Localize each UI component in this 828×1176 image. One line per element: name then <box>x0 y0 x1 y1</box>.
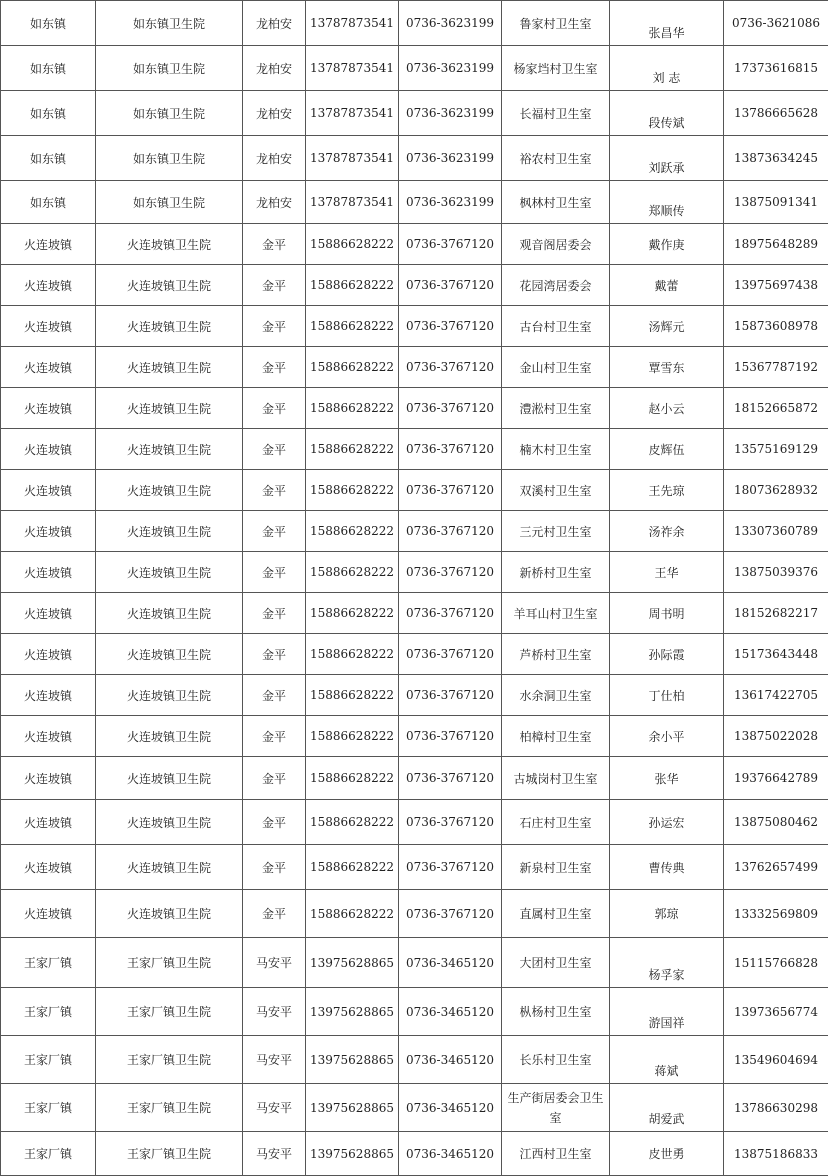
contact-mobile-cell: 13787873541 <box>306 136 399 181</box>
contact-name-cell: 马安平 <box>243 938 306 988</box>
town-cell: 王家厂镇 <box>1 1084 96 1132</box>
contact-name-cell: 金平 <box>243 347 306 388</box>
town-cell: 如东镇 <box>1 91 96 136</box>
town-cell: 王家厂镇 <box>1 938 96 988</box>
town-cell: 王家厂镇 <box>1 1036 96 1084</box>
hospital-cell: 火连坡镇卫生院 <box>96 224 243 265</box>
hospital-cell: 火连坡镇卫生院 <box>96 470 243 511</box>
contact-mobile-cell: 15886628222 <box>306 552 399 593</box>
doctor-name-cell: 张昌华 <box>610 1 724 46</box>
doctor-name-cell: 孙际霞 <box>610 634 724 675</box>
table-row <box>1 675 828 716</box>
doctor-name-cell: 覃雪东 <box>610 347 724 388</box>
contact-name-cell: 金平 <box>243 224 306 265</box>
contact-name-cell: 金平 <box>243 388 306 429</box>
contact-mobile-cell: 15886628222 <box>306 845 399 890</box>
clinic-cell: 新桥村卫生室 <box>502 552 610 593</box>
hospital-phone-cell: 0736-3767120 <box>399 552 502 593</box>
hospital-cell: 火连坡镇卫生院 <box>96 675 243 716</box>
hospital-cell: 火连坡镇卫生院 <box>96 388 243 429</box>
doctor-phone-cell: 13875080462 <box>724 800 828 845</box>
town-cell: 火连坡镇 <box>1 429 96 470</box>
table-row <box>1 470 828 511</box>
clinic-cell: 石庄村卫生室 <box>502 800 610 845</box>
hospital-cell: 王家厂镇卫生院 <box>96 1036 243 1084</box>
table-row <box>1 938 828 988</box>
hospital-phone-cell: 0736-3767120 <box>399 845 502 890</box>
doctor-name-cell: 戴蕾 <box>610 265 724 306</box>
hospital-phone-cell: 0736-3767120 <box>399 757 502 800</box>
doctor-name-cell: 游国祥 <box>610 988 724 1036</box>
hospital-cell: 火连坡镇卫生院 <box>96 716 243 757</box>
clinic-cell: 水余洞卫生室 <box>502 675 610 716</box>
doctor-phone-cell: 15115766828 <box>724 938 828 988</box>
doctor-phone-cell: 18975648289 <box>724 224 828 265</box>
hospital-cell: 如东镇卫生院 <box>96 136 243 181</box>
doctor-name-cell: 汤祚余 <box>610 511 724 552</box>
doctor-phone-cell: 17373616815 <box>724 46 828 91</box>
clinic-cell: 枫林村卫生室 <box>502 181 610 224</box>
town-cell: 如东镇 <box>1 181 96 224</box>
doctor-phone-cell: 13332569809 <box>724 890 828 938</box>
table-row <box>1 429 828 470</box>
doctor-phone-cell: 13307360789 <box>724 511 828 552</box>
contact-name-cell: 金平 <box>243 470 306 511</box>
town-cell: 王家厂镇 <box>1 1132 96 1176</box>
table-row <box>1 800 828 845</box>
contact-mobile-cell: 13975628865 <box>306 988 399 1036</box>
town-cell: 火连坡镇 <box>1 224 96 265</box>
doctor-name-cell: 刘跃承 <box>610 136 724 181</box>
contact-name-cell: 马安平 <box>243 1132 306 1176</box>
hospital-cell: 火连坡镇卫生院 <box>96 757 243 800</box>
doctor-name-cell: 孙运宏 <box>610 800 724 845</box>
hospital-phone-cell: 0736-3767120 <box>399 388 502 429</box>
town-cell: 火连坡镇 <box>1 552 96 593</box>
contact-mobile-cell: 13787873541 <box>306 1 399 46</box>
contact-mobile-cell: 15886628222 <box>306 890 399 938</box>
hospital-phone-cell: 0736-3767120 <box>399 511 502 552</box>
doctor-phone-cell: 13617422705 <box>724 675 828 716</box>
table-row <box>1 224 828 265</box>
hospital-phone-cell: 0736-3465120 <box>399 938 502 988</box>
town-cell: 火连坡镇 <box>1 511 96 552</box>
town-cell: 王家厂镇 <box>1 988 96 1036</box>
hospital-phone-cell: 0736-3465120 <box>399 1084 502 1132</box>
contact-name-cell: 金平 <box>243 265 306 306</box>
hospital-cell: 王家厂镇卫生院 <box>96 938 243 988</box>
doctor-name-cell: 王先琼 <box>610 470 724 511</box>
doctor-name-cell: 戴作庚 <box>610 224 724 265</box>
hospital-phone-cell: 0736-3623199 <box>399 136 502 181</box>
doctor-phone-cell: 13973656774 <box>724 988 828 1036</box>
doctor-name-cell: 郭琼 <box>610 890 724 938</box>
contact-mobile-cell: 15886628222 <box>306 347 399 388</box>
hospital-cell: 如东镇卫生院 <box>96 1 243 46</box>
doctor-phone-cell: 18073628932 <box>724 470 828 511</box>
hospital-phone-cell: 0736-3767120 <box>399 890 502 938</box>
contact-mobile-cell: 15886628222 <box>306 224 399 265</box>
clinic-cell: 新泉村卫生室 <box>502 845 610 890</box>
contact-mobile-cell: 15886628222 <box>306 716 399 757</box>
contact-name-cell: 金平 <box>243 800 306 845</box>
table-row <box>1 890 828 938</box>
contact-name-cell: 金平 <box>243 845 306 890</box>
town-cell: 火连坡镇 <box>1 634 96 675</box>
contact-name-cell: 马安平 <box>243 1036 306 1084</box>
contact-name-cell: 金平 <box>243 593 306 634</box>
contact-mobile-cell: 13975628865 <box>306 1036 399 1084</box>
doctor-name-cell: 皮辉伍 <box>610 429 724 470</box>
table-row <box>1 136 828 181</box>
contact-mobile-cell: 15886628222 <box>306 429 399 470</box>
town-cell: 火连坡镇 <box>1 388 96 429</box>
contact-name-cell: 龙柏安 <box>243 1 306 46</box>
doctor-phone-cell: 13549604694 <box>724 1036 828 1084</box>
hospital-phone-cell: 0736-3623199 <box>399 1 502 46</box>
clinic-cell: 古台村卫生室 <box>502 306 610 347</box>
clinic-cell: 花园湾居委会 <box>502 265 610 306</box>
doctor-name-cell: 张华 <box>610 757 724 800</box>
doctor-phone-cell: 13875186833 <box>724 1132 828 1176</box>
hospital-phone-cell: 0736-3465120 <box>399 1132 502 1176</box>
contact-mobile-cell: 15886628222 <box>306 306 399 347</box>
clinic-cell: 柏樟村卫生室 <box>502 716 610 757</box>
hospital-phone-cell: 0736-3767120 <box>399 265 502 306</box>
hospital-phone-cell: 0736-3465120 <box>399 988 502 1036</box>
contact-name-cell: 金平 <box>243 716 306 757</box>
hospital-cell: 火连坡镇卫生院 <box>96 347 243 388</box>
hospital-phone-cell: 0736-3767120 <box>399 593 502 634</box>
doctor-phone-cell: 13875039376 <box>724 552 828 593</box>
contact-mobile-cell: 15886628222 <box>306 675 399 716</box>
contact-mobile-cell: 15886628222 <box>306 634 399 675</box>
hospital-phone-cell: 0736-3767120 <box>399 224 502 265</box>
clinic-cell: 双溪村卫生室 <box>502 470 610 511</box>
table-row <box>1 1 828 46</box>
doctor-name-cell: 余小平 <box>610 716 724 757</box>
town-cell: 火连坡镇 <box>1 675 96 716</box>
contact-name-cell: 金平 <box>243 634 306 675</box>
table-row <box>1 757 828 800</box>
clinic-cell: 大团村卫生室 <box>502 938 610 988</box>
table-row <box>1 716 828 757</box>
doctor-name-cell: 王华 <box>610 552 724 593</box>
hospital-cell: 火连坡镇卫生院 <box>96 265 243 306</box>
doctor-phone-cell: 0736-3621086 <box>724 1 828 46</box>
hospital-phone-cell: 0736-3767120 <box>399 347 502 388</box>
contact-mobile-cell: 13975628865 <box>306 1132 399 1176</box>
clinic-cell: 裕农村卫生室 <box>502 136 610 181</box>
hospital-cell: 火连坡镇卫生院 <box>96 800 243 845</box>
table-row <box>1 1132 828 1176</box>
contact-mobile-cell: 15886628222 <box>306 593 399 634</box>
table-row <box>1 265 828 306</box>
town-cell: 火连坡镇 <box>1 265 96 306</box>
doctor-name-cell: 曹传典 <box>610 845 724 890</box>
clinic-cell: 鲁家村卫生室 <box>502 1 610 46</box>
doctor-name-cell: 汤辉元 <box>610 306 724 347</box>
hospital-cell: 如东镇卫生院 <box>96 91 243 136</box>
clinic-cell: 长福村卫生室 <box>502 91 610 136</box>
hospital-cell: 火连坡镇卫生院 <box>96 306 243 347</box>
clinic-cell: 芦桥村卫生室 <box>502 634 610 675</box>
doctor-phone-cell: 13762657499 <box>724 845 828 890</box>
clinic-cell: 澧淞村卫生室 <box>502 388 610 429</box>
doctor-phone-cell: 13786665628 <box>724 91 828 136</box>
doctor-phone-cell: 19376642789 <box>724 757 828 800</box>
table-row <box>1 593 828 634</box>
hospital-phone-cell: 0736-3767120 <box>399 675 502 716</box>
table-row <box>1 181 828 224</box>
town-cell: 火连坡镇 <box>1 593 96 634</box>
town-cell: 火连坡镇 <box>1 757 96 800</box>
doctor-phone-cell: 13975697438 <box>724 265 828 306</box>
hospital-phone-cell: 0736-3767120 <box>399 634 502 675</box>
town-cell: 火连坡镇 <box>1 716 96 757</box>
clinic-cell: 直属村卫生室 <box>502 890 610 938</box>
doctor-name-cell: 蒋斌 <box>610 1036 724 1084</box>
contact-name-cell: 龙柏安 <box>243 181 306 224</box>
hospital-cell: 火连坡镇卫生院 <box>96 552 243 593</box>
hospital-cell: 如东镇卫生院 <box>96 46 243 91</box>
hospital-phone-cell: 0736-3767120 <box>399 800 502 845</box>
table-row <box>1 46 828 91</box>
contact-mobile-cell: 13787873541 <box>306 46 399 91</box>
contact-name-cell: 金平 <box>243 429 306 470</box>
hospital-cell: 王家厂镇卫生院 <box>96 988 243 1036</box>
contact-name-cell: 龙柏安 <box>243 136 306 181</box>
clinic-cell: 楠木村卫生室 <box>502 429 610 470</box>
doctor-name-cell: 皮世勇 <box>610 1132 724 1176</box>
town-cell: 火连坡镇 <box>1 347 96 388</box>
town-cell: 火连坡镇 <box>1 800 96 845</box>
clinic-cell: 江西村卫生室 <box>502 1132 610 1176</box>
contact-mobile-cell: 13975628865 <box>306 1084 399 1132</box>
doctor-phone-cell: 18152665872 <box>724 388 828 429</box>
table-row <box>1 988 828 1036</box>
contact-name-cell: 金平 <box>243 511 306 552</box>
contact-name-cell: 龙柏安 <box>243 46 306 91</box>
doctor-phone-cell: 15873608978 <box>724 306 828 347</box>
doctor-phone-cell: 13786630298 <box>724 1084 828 1132</box>
hospital-phone-cell: 0736-3623199 <box>399 91 502 136</box>
hospital-phone-cell: 0736-3767120 <box>399 470 502 511</box>
table-row <box>1 511 828 552</box>
doctor-name-cell: 段传斌 <box>610 91 724 136</box>
doctor-name-cell: 赵小云 <box>610 388 724 429</box>
contact-mobile-cell: 15886628222 <box>306 470 399 511</box>
doctor-phone-cell: 13873634245 <box>724 136 828 181</box>
contact-mobile-cell: 15886628222 <box>306 265 399 306</box>
doctor-phone-cell: 13575169129 <box>724 429 828 470</box>
contact-mobile-cell: 13787873541 <box>306 181 399 224</box>
hospital-cell: 火连坡镇卫生院 <box>96 845 243 890</box>
hospital-phone-cell: 0736-3465120 <box>399 1036 502 1084</box>
contact-name-cell: 金平 <box>243 890 306 938</box>
contact-name-cell: 金平 <box>243 675 306 716</box>
clinic-cell: 枞杨村卫生室 <box>502 988 610 1036</box>
town-cell: 火连坡镇 <box>1 845 96 890</box>
hospital-phone-cell: 0736-3623199 <box>399 181 502 224</box>
town-cell: 如东镇 <box>1 46 96 91</box>
contact-name-cell: 马安平 <box>243 1084 306 1132</box>
town-cell: 火连坡镇 <box>1 890 96 938</box>
hospital-phone-cell: 0736-3767120 <box>399 429 502 470</box>
table-body <box>1 1 828 1176</box>
clinic-cell: 杨家垱村卫生室 <box>502 46 610 91</box>
table-row <box>1 1084 828 1132</box>
contact-name-cell: 龙柏安 <box>243 91 306 136</box>
hospital-cell: 火连坡镇卫生院 <box>96 634 243 675</box>
contact-name-cell: 金平 <box>243 306 306 347</box>
contact-mobile-cell: 15886628222 <box>306 388 399 429</box>
hospital-phone-cell: 0736-3767120 <box>399 716 502 757</box>
table-row <box>1 91 828 136</box>
clinic-cell: 羊耳山村卫生室 <box>502 593 610 634</box>
doctor-name-cell: 胡爱武 <box>610 1084 724 1132</box>
hospital-cell: 火连坡镇卫生院 <box>96 890 243 938</box>
contact-mobile-cell: 15886628222 <box>306 757 399 800</box>
doctor-name-cell: 郑顺传 <box>610 181 724 224</box>
town-cell: 如东镇 <box>1 1 96 46</box>
doctor-phone-cell: 13875022028 <box>724 716 828 757</box>
clinic-cell: 古城岗村卫生室 <box>502 757 610 800</box>
doctor-phone-cell: 15367787192 <box>724 347 828 388</box>
hospital-cell: 王家厂镇卫生院 <box>96 1084 243 1132</box>
contact-mobile-cell: 15886628222 <box>306 800 399 845</box>
contact-name-cell: 金平 <box>243 757 306 800</box>
doctor-name-cell: 杨孚家 <box>610 938 724 988</box>
doctor-phone-cell: 13875091341 <box>724 181 828 224</box>
hospital-cell: 王家厂镇卫生院 <box>96 1132 243 1176</box>
clinic-cell: 观音阁居委会 <box>502 224 610 265</box>
doctor-name-cell: 丁仕柏 <box>610 675 724 716</box>
table-row <box>1 347 828 388</box>
doctor-phone-cell: 18152682217 <box>724 593 828 634</box>
town-cell: 火连坡镇 <box>1 470 96 511</box>
clinic-cell: 生产街居委会卫生室 <box>502 1084 610 1132</box>
clinic-cell: 三元村卫生室 <box>502 511 610 552</box>
hospital-cell: 火连坡镇卫生院 <box>96 511 243 552</box>
table-row <box>1 552 828 593</box>
hospital-phone-cell: 0736-3767120 <box>399 306 502 347</box>
contact-name-cell: 马安平 <box>243 988 306 1036</box>
table-row <box>1 388 828 429</box>
hospital-cell: 火连坡镇卫生院 <box>96 429 243 470</box>
town-cell: 如东镇 <box>1 136 96 181</box>
hospital-phone-cell: 0736-3623199 <box>399 46 502 91</box>
clinic-cell: 长乐村卫生室 <box>502 1036 610 1084</box>
contact-mobile-cell: 15886628222 <box>306 511 399 552</box>
table-row <box>1 1036 828 1084</box>
table-row <box>1 306 828 347</box>
clinic-cell: 金山村卫生室 <box>502 347 610 388</box>
hospital-cell: 火连坡镇卫生院 <box>96 593 243 634</box>
doctor-phone-cell: 15173643448 <box>724 634 828 675</box>
contact-mobile-cell: 13975628865 <box>306 938 399 988</box>
table-row <box>1 634 828 675</box>
hospital-cell: 如东镇卫生院 <box>96 181 243 224</box>
town-cell: 火连坡镇 <box>1 306 96 347</box>
contact-mobile-cell: 13787873541 <box>306 91 399 136</box>
table-row <box>1 845 828 890</box>
contact-name-cell: 金平 <box>243 552 306 593</box>
doctor-name-cell: 刘 志 <box>610 46 724 91</box>
doctor-name-cell: 周书明 <box>610 593 724 634</box>
